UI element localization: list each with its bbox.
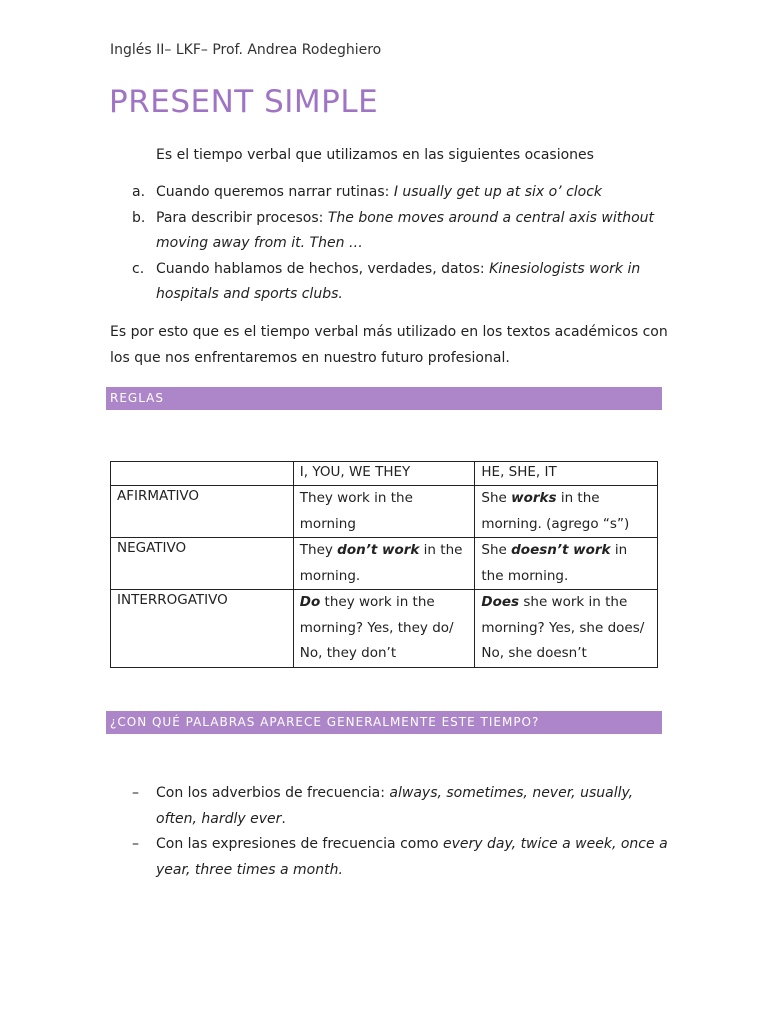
table-row <box>111 486 658 538</box>
list-item-example: Kinesiologists work in hospitals and sports clubs. <box>156 260 641 302</box>
cell-bold-text: don’t work <box>337 542 420 558</box>
table-header-row <box>111 462 658 486</box>
uses-list <box>110 180 670 308</box>
cell-text: They work in the morning <box>299 490 413 532</box>
cell-text: They <box>299 542 338 558</box>
table-header-cell: HE, SHE, IT <box>475 462 658 486</box>
cell-bold-text: Do <box>299 594 321 610</box>
list-item <box>110 180 670 206</box>
table-row-label <box>111 590 294 668</box>
list-marker: c. <box>132 260 145 277</box>
page-title: PRESENT SIMPLE <box>109 84 379 120</box>
cell-text: in the morning. (agrego “s”) <box>481 490 630 532</box>
document-header: Inglés II– LKF– Prof. Andrea Rodeghiero <box>110 42 382 58</box>
table-header-cell: I, YOU, WE THEY <box>293 462 475 486</box>
row-label-text: AFIRMATIVO <box>117 488 200 504</box>
table-cell <box>475 486 658 538</box>
cell-text: She <box>481 490 512 506</box>
cell-text: in the morning. <box>481 542 628 584</box>
table-cell <box>293 590 475 668</box>
list-item <box>110 832 670 883</box>
list-marker: b. <box>132 209 146 226</box>
cell-text: she work in the morning? Yes, she does/ No, she doesn’t <box>481 594 645 661</box>
table-cell <box>475 538 658 590</box>
row-label-text: NEGATIVO <box>117 540 187 556</box>
table-row-label <box>111 486 294 538</box>
list-dash: – <box>132 785 139 801</box>
list-item <box>110 781 670 832</box>
body-paragraph: Es por esto que es el tiempo verbal más utilizado en los textos académicos con los que nos enfrentaremos en nuestro futuro profesional. <box>110 324 668 366</box>
intro-text: Es el tiempo verbal que utilizamos en las siguientes ocasiones <box>156 147 594 163</box>
table-row-label <box>111 538 294 590</box>
list-item-text: Con las expresiones de frecuencia como <box>156 836 443 852</box>
list-item-example: I usually get up at six o’ clock <box>393 184 603 200</box>
list-item-text: Cuando queremos narrar rutinas: <box>156 184 394 200</box>
list-item-example: every day, twice a week, once a year, three times a month. <box>156 836 668 878</box>
rules-table <box>110 461 658 668</box>
list-dash: – <box>132 836 139 852</box>
section-heading-words: ¿CON QUÉ PALABRAS APARECE GENERALMENTE ESTE TIEMPO? <box>106 711 662 734</box>
frequency-list <box>110 781 670 883</box>
list-item-tail: . <box>281 810 286 827</box>
cell-text: She <box>481 542 512 558</box>
list-item-text: Con los adverbios de frecuencia: <box>156 785 390 801</box>
cell-bold-text: doesn’t work <box>511 542 611 558</box>
list-item <box>110 257 670 308</box>
cell-bold-text: works <box>511 490 557 506</box>
cell-text: in the morning. <box>299 542 463 584</box>
section-heading-rules: REGLAS <box>106 387 662 410</box>
row-label-text: INTERROGATIVO <box>117 592 228 608</box>
table-row <box>111 538 658 590</box>
table-cell <box>293 486 475 538</box>
table-cell <box>293 538 475 590</box>
list-item-example: The bone moves around a central axis without moving away from it. Then … <box>156 209 655 251</box>
table-cell <box>475 590 658 668</box>
list-item-text: Para describir procesos: <box>156 209 328 226</box>
list-marker: a. <box>132 184 146 200</box>
list-item-example: always, sometimes, never, usually, often, hardly ever <box>156 785 634 827</box>
list-item-text: Cuando hablamos de hechos, verdades, datos: <box>156 260 490 277</box>
table-row <box>111 590 658 668</box>
cell-text: they work in the morning? Yes, they do/ No, they don’t <box>299 594 454 661</box>
list-item <box>110 206 670 257</box>
cell-bold-text: Does <box>481 594 520 610</box>
table-header-cell <box>111 462 294 486</box>
